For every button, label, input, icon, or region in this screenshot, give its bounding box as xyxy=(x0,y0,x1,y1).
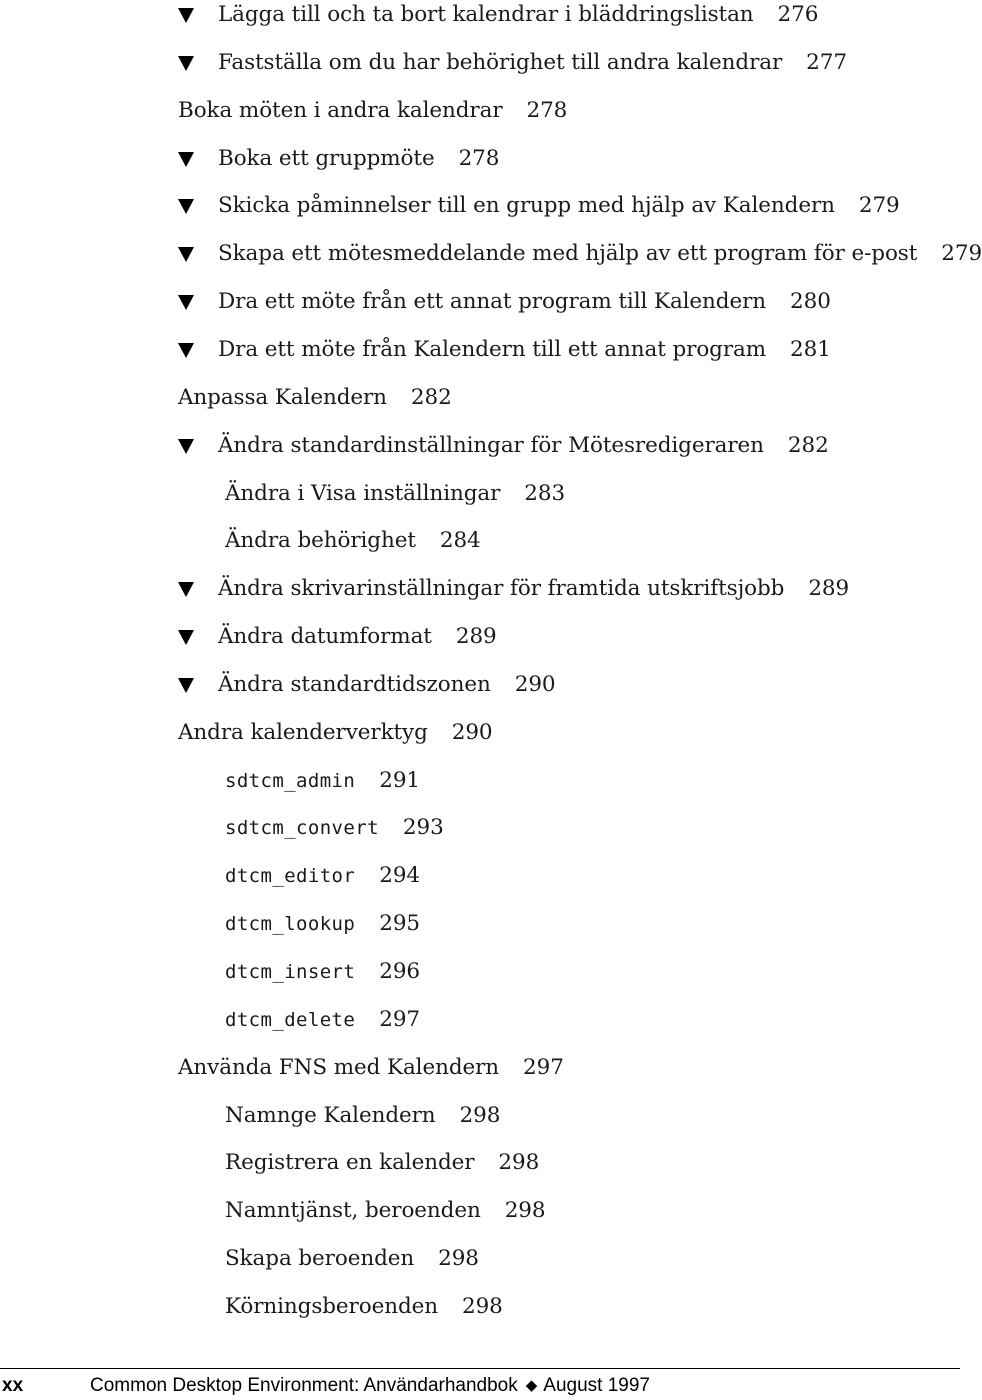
toc-entry-page-number: 298 xyxy=(438,1246,479,1272)
toc-entry-page-number: 282 xyxy=(787,432,829,458)
toc-entry-title: Registrera en kalender xyxy=(225,1150,475,1176)
toc-entry-title: Fastställa om du har behörighet till andra kalendrar xyxy=(218,49,783,75)
triangle-down-icon xyxy=(178,622,218,652)
triangle-down-icon xyxy=(178,48,218,78)
toc-entry-page-number: 279 xyxy=(858,193,900,219)
triangle-down-icon xyxy=(178,670,218,700)
toc-entry-title: Anpassa Kalendern xyxy=(178,384,387,410)
toc-entry-title: dtcm_lookup xyxy=(225,913,356,936)
toc-entry-title: Dra ett möte från Kalendern till ett annat program xyxy=(218,336,767,362)
page-folio: xx xyxy=(2,1375,24,1396)
toc-entry-title: Körningsberoenden xyxy=(225,1293,438,1319)
triangle-down-icon xyxy=(178,574,218,604)
toc-entry[interactable] xyxy=(225,1005,420,1035)
triangle-down-icon xyxy=(178,335,218,365)
toc-entry-page-number: 295 xyxy=(379,911,420,937)
toc-entry[interactable] xyxy=(225,909,420,939)
toc-entry[interactable] xyxy=(178,670,555,700)
book-title: Common Desktop Environment: Användarhandbok xyxy=(90,1375,518,1396)
toc-entry-title: Namntjänst, beroenden xyxy=(225,1198,481,1224)
toc-entry-page-number: 290 xyxy=(451,719,493,745)
toc-entry-title: Andra kalenderverktyg xyxy=(178,719,428,745)
toc-entry[interactable] xyxy=(225,861,420,891)
toc-entry-title: Skapa ett mötesmeddelande med hjälp av ett program för e-post xyxy=(218,241,918,267)
toc-entry-title: Ändra datumformat xyxy=(218,624,432,650)
toc-entry[interactable] xyxy=(178,144,499,174)
toc-entry-title: Dra ett möte från ett annat program till Kalendern xyxy=(218,289,767,315)
toc-entry[interactable] xyxy=(225,1101,500,1131)
toc-entry-title: Ändra standardtidszonen xyxy=(218,671,491,697)
toc-entry[interactable] xyxy=(225,1292,503,1322)
toc-entry-title: Ändra standardinställningar för Mötesredigeraren xyxy=(218,432,764,458)
toc-entry-page-number: 298 xyxy=(498,1150,540,1176)
toc-entry-page-number: 297 xyxy=(523,1054,564,1080)
toc-entry-page-number: 294 xyxy=(379,863,420,889)
toc-entry[interactable] xyxy=(225,526,481,556)
toc-entry-page-number: 289 xyxy=(455,624,497,650)
footer-rule xyxy=(0,1368,960,1369)
toc-entry[interactable] xyxy=(178,287,831,317)
toc-entry[interactable] xyxy=(178,431,829,461)
toc-entry-title: sdtcm_admin xyxy=(225,769,356,792)
toc-entry-title: Ändra i Visa inställningar xyxy=(225,480,501,506)
toc-entry[interactable] xyxy=(225,813,444,843)
toc-entry[interactable] xyxy=(178,1053,564,1083)
toc-entry-page-number: 283 xyxy=(524,480,566,506)
toc-entry-page-number: 279 xyxy=(941,241,982,267)
toc-entry[interactable] xyxy=(178,191,900,221)
toc-entry-page-number: 276 xyxy=(777,2,819,27)
toc-entry-page-number: 277 xyxy=(806,49,847,75)
toc-entry[interactable] xyxy=(178,574,849,604)
triangle-down-icon xyxy=(178,239,218,269)
toc-entry[interactable] xyxy=(225,1148,539,1178)
toc-entry-title: Boka möten i andra kalendrar xyxy=(178,97,503,123)
toc-entry-title: dtcm_insert xyxy=(225,961,356,983)
toc-entry-title: Ändra behörighet xyxy=(225,528,416,554)
toc-entry[interactable] xyxy=(225,957,420,987)
toc-entry-title: Skapa beroenden xyxy=(225,1246,415,1272)
toc-entry[interactable] xyxy=(178,48,847,78)
toc-entry-title: sdtcm_convert xyxy=(225,817,379,840)
toc-entry-title: Boka ett gruppmöte xyxy=(218,145,435,171)
toc-entry[interactable] xyxy=(178,239,982,269)
toc-entry-page-number: 282 xyxy=(410,384,452,410)
triangle-down-icon xyxy=(178,287,218,317)
toc-entry-title: Ändra skrivarinställningar för framtida utskriftsjobb xyxy=(218,576,785,602)
toc-entry-page-number: 280 xyxy=(790,289,831,315)
triangle-down-icon xyxy=(178,144,218,174)
toc-entry-page-number: 291 xyxy=(379,767,420,793)
toc-entry[interactable] xyxy=(178,96,567,126)
toc-entry[interactable] xyxy=(178,335,831,365)
publication-date: August 1997 xyxy=(543,1375,650,1396)
toc-entry-page-number: 281 xyxy=(790,336,831,362)
page-footer xyxy=(0,1373,960,1399)
triangle-down-icon xyxy=(178,191,218,221)
toc-entry-page-number: 290 xyxy=(514,671,556,697)
toc-entry[interactable] xyxy=(225,1196,545,1226)
toc-entry-page-number: 298 xyxy=(504,1198,546,1224)
toc-entry-page-number: 293 xyxy=(402,815,444,841)
toc-entry[interactable] xyxy=(225,1244,479,1274)
toc-entry-page-number: 289 xyxy=(808,576,850,602)
toc-entry[interactable] xyxy=(225,479,565,509)
toc-entry-title: Skicka påminnelser till en grupp med hjälp av Kalendern xyxy=(218,193,835,219)
toc-entry-title: dtcm_editor xyxy=(225,865,356,888)
toc-entry[interactable] xyxy=(178,718,493,748)
footer-text xyxy=(90,1373,650,1399)
diamond-icon: ◆ xyxy=(525,1377,538,1394)
toc-entry-title: dtcm_delete xyxy=(225,1008,356,1031)
toc-entry-title: Lägga till och ta bort kalendrar i bläddringslistan xyxy=(218,2,754,27)
toc-entry[interactable] xyxy=(225,766,420,796)
triangle-down-icon xyxy=(178,0,218,30)
toc-entry-title: Använda FNS med Kalendern xyxy=(178,1054,500,1080)
toc-entry-page-number: 278 xyxy=(458,145,500,171)
toc-entry-page-number: 278 xyxy=(526,97,568,123)
triangle-down-icon xyxy=(178,431,218,461)
toc-entry-page-number: 298 xyxy=(462,1293,503,1319)
toc-entry-page-number: 284 xyxy=(439,528,481,554)
toc-entry[interactable] xyxy=(178,383,452,413)
toc-entry[interactable] xyxy=(178,0,818,30)
toc-entry-page-number: 298 xyxy=(459,1102,501,1128)
toc-entry-page-number: 296 xyxy=(379,959,420,984)
toc-entry-title: Namnge Kalendern xyxy=(225,1102,436,1128)
toc-entry-page-number: 297 xyxy=(379,1006,420,1032)
toc-entry[interactable] xyxy=(178,622,497,652)
